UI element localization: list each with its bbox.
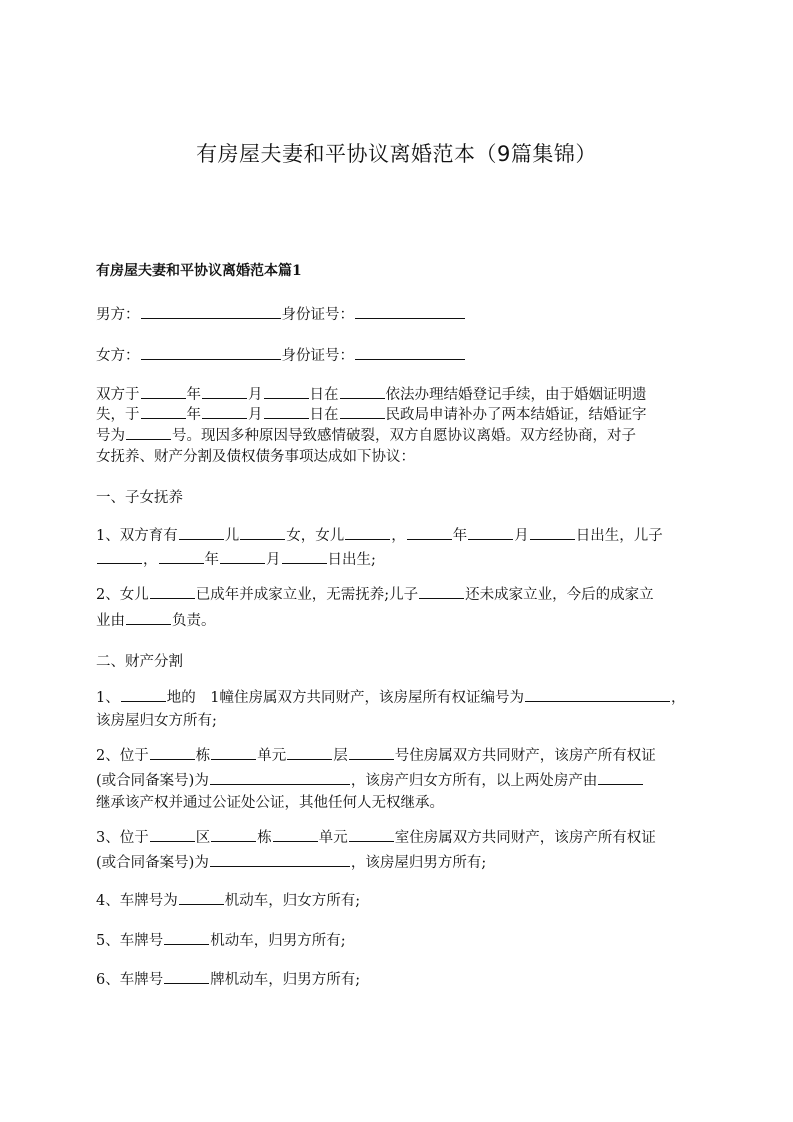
clause-line: (或合同备案号)为 ，该房屋归男方所有; — [96, 851, 708, 872]
blank — [159, 549, 204, 564]
blank — [264, 384, 309, 399]
male-label: 男方： — [96, 307, 140, 323]
clause-line: 继承该产权并通过公证处公证，其他任何人无权继承。 — [96, 795, 444, 811]
female-party-line — [96, 344, 708, 365]
paragraph-line: 女抚养、财产分割及债权债务事项达成如下协议： — [96, 449, 415, 465]
clause-line: 该房屋归女方所有; — [96, 713, 217, 729]
blank — [141, 404, 186, 419]
blank — [126, 610, 171, 625]
blank — [273, 827, 318, 842]
male-party-line — [96, 303, 708, 324]
id-label: 身份证号： — [281, 307, 354, 323]
document-title: 有房屋夫妻和平协议离婚范本（9篇集锦） — [196, 142, 597, 166]
blank — [150, 827, 195, 842]
female-label: 女方： — [96, 348, 140, 364]
blank — [349, 827, 394, 842]
blank — [419, 584, 464, 599]
female-name-blank — [141, 345, 281, 360]
blank — [340, 384, 385, 399]
blank — [210, 852, 350, 867]
blank — [345, 525, 390, 540]
male-id-blank — [355, 304, 465, 319]
clause-line: 业由 负责。 — [96, 609, 708, 630]
blank — [202, 384, 247, 399]
section-heading: 有房屋夫妻和平协议离婚范本篇1 — [96, 263, 302, 279]
paragraph-line: 失，于 年 月 日在 民政局申请补办了两本结婚证，结婚证字 — [96, 403, 708, 424]
blank — [468, 525, 513, 540]
id-label: 身份证号： — [281, 348, 354, 364]
blank — [126, 425, 171, 440]
blank — [164, 930, 209, 945]
section-child-custody: 一、子女抚养 — [96, 490, 183, 506]
blank — [150, 745, 195, 760]
blank — [340, 404, 385, 419]
blank — [525, 687, 670, 702]
clause-line: 5、车牌号 机动车，归男方所有; — [96, 929, 708, 950]
blank — [530, 525, 575, 540]
blank — [264, 404, 309, 419]
blank — [141, 384, 186, 399]
paragraph-line: 号为 号。现因多种原因导致感情破裂，双方自愿协议离婚。双方经协商，对子 — [96, 424, 708, 445]
blank — [210, 770, 350, 785]
clause-line: 3、位于 区 栋 单元 室住房属双方共同财产，该房产所有权证 — [96, 826, 708, 847]
clause-line: 2、位于 栋 单元 层 号住房属双方共同财产，该房产所有权证 — [96, 744, 708, 765]
blank — [121, 687, 166, 702]
clause-line: 4、车牌号为 机动车，归女方所有; — [96, 889, 708, 910]
clause-line: ， 年 月 日出生; — [96, 548, 708, 569]
clause-line: 1、双方育有 儿 女，女儿 ， 年 月 日出生，儿子 — [96, 524, 708, 545]
blank — [287, 745, 332, 760]
blank — [211, 827, 256, 842]
clause-line: (或合同备案号)为 ，该房产归女方所有，以上两处房产由 — [96, 769, 708, 790]
female-id-blank — [355, 345, 465, 360]
clause-line: 1、 地的 1幢住房属双方共同财产，该房屋所有权证编号为 ， — [96, 686, 708, 707]
clause-line: 6、车牌号 牌机动车，归男方所有; — [96, 968, 708, 989]
blank — [349, 745, 394, 760]
blank — [220, 549, 265, 564]
paragraph-line: 双方于 年 月 日在 依法办理结婚登记手续，由于婚姻证明遗 — [96, 383, 708, 404]
blank — [202, 404, 247, 419]
blank — [598, 770, 643, 785]
blank — [179, 890, 224, 905]
blank — [179, 525, 224, 540]
blank — [240, 525, 285, 540]
blank — [150, 584, 195, 599]
blank — [282, 549, 327, 564]
blank — [407, 525, 452, 540]
male-name-blank — [141, 304, 281, 319]
section-property-division: 二、财产分割 — [96, 654, 183, 670]
blank — [97, 549, 142, 564]
clause-line: 2、女儿 已成年并成家立业，无需抚养;儿子 还未成家立业，今后的成家立 — [96, 583, 708, 604]
blank — [164, 969, 209, 984]
blank — [211, 745, 256, 760]
